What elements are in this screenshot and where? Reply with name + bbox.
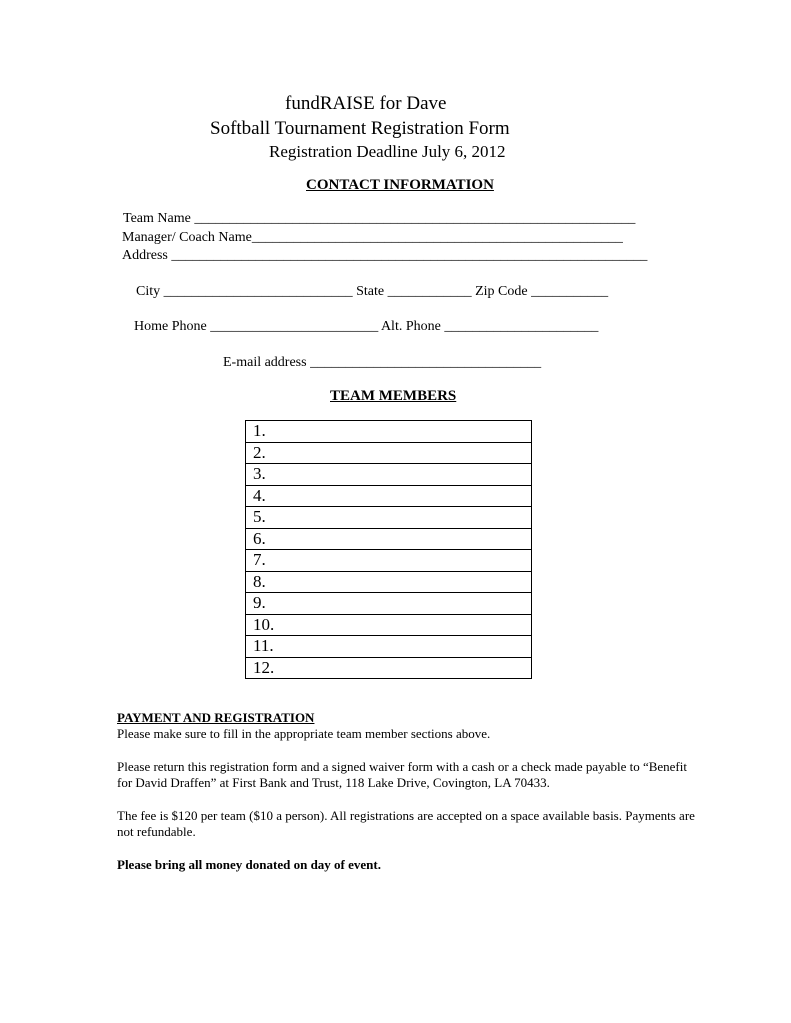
address-field[interactable]: Address ____________________________________________________________________: [122, 248, 648, 263]
manager-coach-field[interactable]: Manager/ Coach Name_____________________________________________________: [122, 230, 623, 245]
city-state-zip-fields[interactable]: City ___________________________ State ____________ Zip Code ___________: [136, 284, 609, 299]
table-row[interactable]: [246, 421, 532, 443]
table-row[interactable]: [246, 593, 532, 615]
member-slot[interactable]: 8.: [246, 571, 532, 593]
member-slot[interactable]: 2.: [246, 442, 532, 464]
table-row[interactable]: [246, 550, 532, 572]
table-row[interactable]: [246, 507, 532, 529]
member-slot[interactable]: 12.: [246, 657, 532, 679]
table-row[interactable]: [246, 442, 532, 464]
payment-section: [117, 710, 697, 890]
email-field[interactable]: E-mail address _________________________________: [223, 355, 542, 370]
table-row[interactable]: [246, 528, 532, 550]
form-title: fundRAISE for Dave: [285, 93, 447, 114]
member-slot[interactable]: 10.: [246, 614, 532, 636]
payment-line-1: Please make sure to fill in the appropriate team member sections above.: [117, 726, 491, 741]
member-slot[interactable]: 4.: [246, 485, 532, 507]
member-slot[interactable]: 6.: [246, 528, 532, 550]
member-slot[interactable]: 7.: [246, 550, 532, 572]
team-members-heading: TEAM MEMBERS: [330, 388, 457, 404]
member-slot[interactable]: 1.: [246, 421, 532, 443]
contact-heading: CONTACT INFORMATION: [306, 177, 494, 193]
team-members-table: [245, 420, 532, 679]
table-row[interactable]: [246, 571, 532, 593]
payment-note: Please bring all money donated on day of event.: [117, 857, 381, 872]
form-subtitle: Softball Tournament Registration Form: [210, 118, 510, 139]
registration-deadline: Registration Deadline July 6, 2012: [269, 142, 506, 161]
table-row[interactable]: [246, 614, 532, 636]
payment-paragraph-2: Please return this registration form and a signed waiver form with a cash or a check made payable to “Benefit for David Draffen” at First Bank and Trust, 118 Lake Drive, Covington, LA 70433.: [117, 759, 687, 790]
member-slot[interactable]: 9.: [246, 593, 532, 615]
table-row[interactable]: [246, 657, 532, 679]
member-slot[interactable]: 5.: [246, 507, 532, 529]
table-row[interactable]: [246, 464, 532, 486]
table-row[interactable]: [246, 485, 532, 507]
payment-paragraph-3: The fee is $120 per team ($10 a person). All registrations are accepted on a space available basis. Payments are not refundable.: [117, 808, 695, 839]
payment-heading: PAYMENT AND REGISTRATION: [117, 710, 315, 725]
team-name-field[interactable]: Team Name _______________________________________________________________: [123, 211, 636, 226]
phone-fields[interactable]: Home Phone ________________________ Alt. Phone ______________________: [134, 319, 599, 334]
table-row[interactable]: [246, 636, 532, 658]
member-slot[interactable]: 3.: [246, 464, 532, 486]
member-slot[interactable]: 11.: [246, 636, 532, 658]
